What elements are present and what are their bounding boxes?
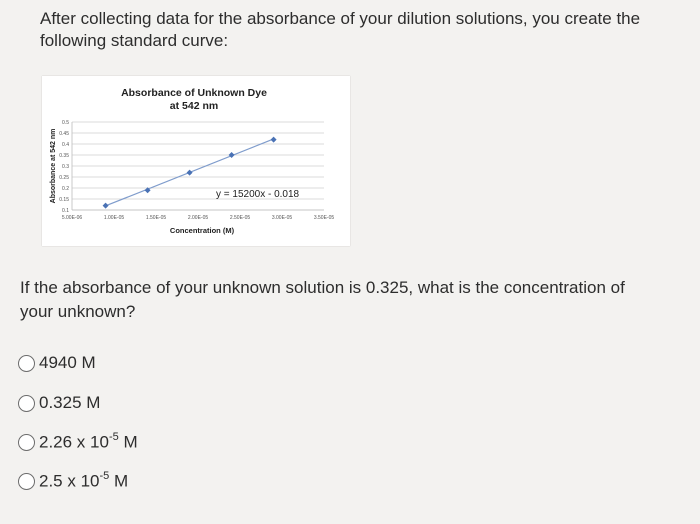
option-label: 4940 M (39, 353, 96, 372)
y-tick-label: 0.1 (62, 208, 69, 214)
intro-text: After collecting data for the absorbance of your dilution solutions, you create the following standard curve: (40, 9, 641, 50)
question-line-2: your unknown? (20, 302, 136, 321)
data-point (271, 137, 277, 143)
y-tick-label: 0.45 (59, 131, 69, 137)
y-axis-label: Absorbance at 542 nm (50, 128, 57, 204)
option-label: 0.325 M (39, 393, 101, 412)
question-line-1: If the absorbance of your unknown solution is 0.325, what is the concentration of (20, 278, 625, 297)
x-tick-label: 1.00E-05 (103, 215, 125, 221)
radio-button[interactable] (18, 395, 35, 412)
x-tick-label: 2.00E-05 (187, 215, 209, 221)
y-tick-label: 0.4 (62, 142, 69, 148)
standard-curve-chart (42, 76, 350, 246)
option-0325[interactable] (18, 390, 100, 416)
option-label: 2.5 x $10^{-5}$ M (39, 469, 129, 491)
y-tick-label: 0.25 (59, 175, 69, 181)
x-tick-label: 1.50E-05 (145, 215, 167, 221)
chart-title-line-2: at 542 nm (169, 100, 219, 112)
option-226e-5[interactable] (18, 429, 138, 455)
chart-title-line-1: Absorbance of Unknown Dye (121, 87, 267, 99)
x-tick-label: 2.50E-05 (229, 215, 251, 221)
x-tick-label: 3.50E-05 (313, 215, 335, 221)
y-tick-label: 0.3 (62, 164, 69, 170)
x-axis-label: Concentration (M) (169, 226, 235, 235)
question-text (20, 276, 700, 324)
y-tick-label: 0.2 (62, 186, 69, 192)
x-tick-label: 5.00E-06 (61, 215, 83, 221)
data-point (103, 203, 109, 209)
option-label: 2.26 x $10^{-5}$ M (39, 430, 138, 452)
y-tick-label: 0.35 (59, 153, 69, 159)
y-tick-label: 0.15 (59, 197, 69, 203)
radio-button[interactable] (18, 434, 35, 451)
trendline-equation: y = 15200x - 0.018 (216, 189, 300, 200)
option-4940[interactable] (18, 350, 96, 376)
option-25e-5[interactable] (18, 468, 128, 494)
x-tick-label: 3.00E-05 (271, 215, 293, 221)
radio-button[interactable] (18, 355, 35, 372)
chart-svg (42, 76, 350, 246)
radio-button[interactable] (18, 473, 35, 490)
data-point (187, 170, 193, 176)
y-tick-label: 0.5 (62, 120, 69, 126)
